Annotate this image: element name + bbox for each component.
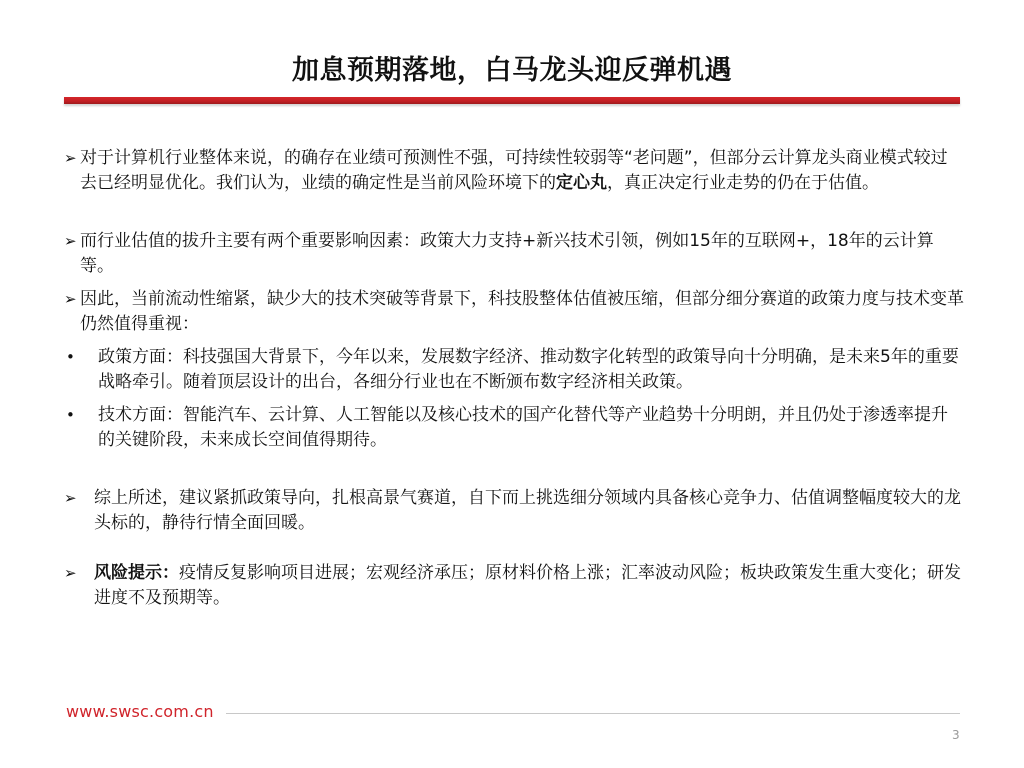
risk-label: 风险提示： — [94, 563, 179, 583]
bullet-technology — [64, 403, 964, 453]
paragraph-2 — [64, 229, 964, 279]
arrow-bullet-icon: ➢ — [64, 564, 77, 582]
arrow-bullet-icon: ➢ — [64, 232, 77, 250]
page-number: 3 — [952, 728, 960, 742]
slide-body — [64, 146, 964, 611]
paragraph-3 — [64, 287, 964, 337]
bullet-policy — [64, 345, 964, 395]
arrow-bullet-icon: ➢ — [64, 489, 77, 507]
paragraph-1-emphasis: 定心丸 — [556, 173, 607, 193]
footer-divider — [226, 713, 960, 714]
paragraph-1 — [64, 146, 964, 221]
paragraph-summary-text: 综上所述，建议紧抓政策导向，扎根高景气赛道，自下而上挑选细分领域内具备核心竞争力、估值调整幅度较大的龙头标的，静待行情全面回暖。 — [94, 488, 961, 533]
paragraph-2-text: 而行业估值的拔升主要有两个重要影响因素：政策大力支持+新兴技术引领，例如15年的互联网+，18年的云计算等。 — [80, 231, 934, 276]
footer-website-link[interactable]: www.swsc.com.cn — [66, 702, 214, 721]
paragraph-summary — [64, 486, 964, 536]
paragraph-1-text-a: 对于计算机行业整体来说，的确存在业绩可预测性不强，可持续性较弱等“老问题”，但部分云计算龙头商业模式较过去已经明显优化。我们认为，业绩的确定性是当前风险环境下的 — [80, 148, 948, 193]
bullet-policy-text: 政策方面：科技强国大背景下，今年以来，发展数字经济、推动数字化转型的政策导向十分明确，是未来5年的重要战略牵引。随着顶层设计的出台，各细分行业也在不断颁布数字经济相关政策。 — [98, 347, 959, 392]
paragraph-3-text: 因此，当前流动性缩紧，缺少大的技术突破等背景下，科技股整体估值被压缩，但部分细分赛道的政策力度与技术变革仍然值得重视： — [80, 289, 964, 334]
paragraph-1-text-b: ，真正决定行业走势的仍在于估值。 — [607, 173, 879, 193]
bullet-technology-text: 技术方面：智能汽车、云计算、人工智能以及核心技术的国产化替代等产业趋势十分明朗，并且仍处于渗透率提升的关键阶段，未来成长空间值得期待。 — [98, 405, 948, 450]
arrow-bullet-icon: ➢ — [64, 149, 77, 167]
dot-bullet-icon: • — [66, 348, 75, 366]
slide-title: 加息预期落地，白马龙头迎反弹机遇 — [292, 55, 732, 86]
dot-bullet-icon: • — [66, 406, 75, 424]
paragraph-risk-text: 疫情反复影响项目进展；宏观经济承压；原材料价格上涨；汇率波动风险；板块政策发生重大变化；研发进度不及预期等。 — [94, 563, 961, 608]
arrow-bullet-icon: ➢ — [64, 290, 77, 308]
paragraph-risk — [64, 561, 964, 611]
title-divider-bar — [64, 97, 960, 104]
